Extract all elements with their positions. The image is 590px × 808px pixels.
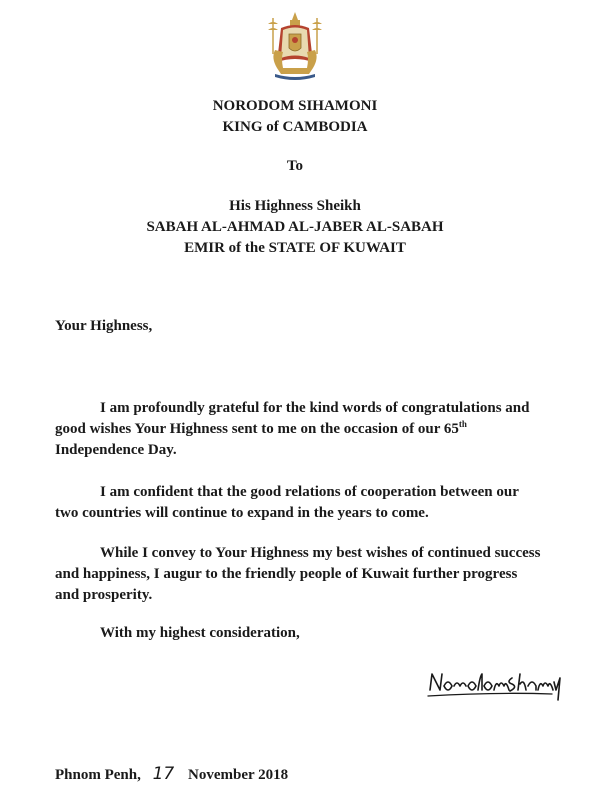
dateline-day: 17 <box>152 764 175 784</box>
sender-block <box>0 96 590 138</box>
sender-name: NORODOM SIHAMONI <box>212 98 378 114</box>
dateline-month-year: November 2018 <box>188 767 289 783</box>
dateline-place: Phnom Penh, <box>55 767 141 783</box>
paragraph-gratitude <box>55 398 541 461</box>
sender-title: KING of CAMBODIA <box>222 119 368 135</box>
dateline <box>55 764 288 784</box>
recipient-name: SABAH AL-AHMAD AL-JABER AL-SABAH <box>146 219 444 235</box>
paragraph-gratitude-end: Independence Day. <box>55 442 177 458</box>
recipient-block <box>0 196 590 259</box>
ordinal-suffix: th <box>458 419 467 429</box>
paragraph-gratitude-text: I am profoundly grateful for the kind words of congratulations and good wishes Your Highness sent to me on the occasion of our 65 <box>55 400 530 437</box>
handwritten-signature <box>426 664 562 704</box>
recipient-honorific: His Highness Sheikh <box>229 198 361 214</box>
salutation: Your Highness, <box>55 318 153 334</box>
recipient-title: EMIR of the STATE OF KUWAIT <box>184 240 406 256</box>
to-label: To <box>286 158 304 174</box>
paragraph-closing-text: With my highest consideration, <box>100 625 300 641</box>
royal-coat-of-arms-icon <box>259 10 331 82</box>
paragraph-closing <box>55 623 541 644</box>
paragraph-wishes <box>55 543 541 606</box>
paragraph-cooperation <box>55 482 541 524</box>
paragraph-cooperation-text: I am confident that the good relations of cooperation between our two countries will continue to expand in the years to come. <box>55 484 519 521</box>
paragraph-wishes-text: While I convey to Your Highness my best wishes of continued success and happiness, I augur to the friendly people of Kuwait further progress and prosperity. <box>55 545 541 603</box>
